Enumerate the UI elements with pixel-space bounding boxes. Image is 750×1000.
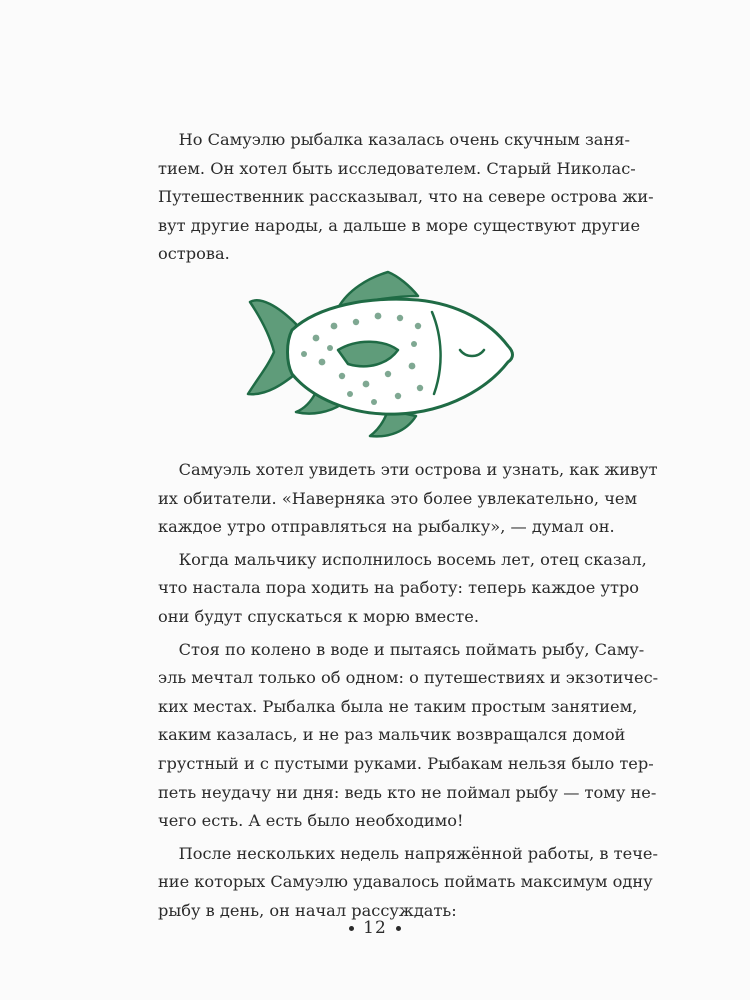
text-line: вут другие народы, а дальше в море существуют другие	[158, 215, 641, 235]
paragraph	[158, 546, 647, 632]
text-line: каким казалась, и не раз мальчик возвращался домой	[158, 725, 626, 745]
text-line: грустный и с пустыми руками. Рыбакам нельзя было тер-	[158, 753, 654, 773]
text-line: Когда мальчику исполнилось восемь лет, отец сказал,	[158, 549, 647, 569]
paragraph	[158, 636, 659, 836]
folio-dot-left	[349, 926, 354, 931]
text-line: Стоя по колено в воде и пытаясь поймать рыбу, Саму-	[158, 639, 645, 659]
text-block-bottom	[158, 456, 659, 926]
paragraph	[158, 126, 654, 269]
paragraph	[158, 456, 658, 542]
text-line: тием. Он хотел быть исследователем. Старый Николас-	[158, 158, 636, 178]
text-block-top	[158, 126, 654, 269]
text-line: Самуэль хотел увидеть эти острова и узнать, как живут	[158, 460, 658, 479]
paragraph	[158, 840, 658, 926]
text-line: петь неудачу ни дня: ведь кто не поймал рыбу — тому не-	[158, 782, 657, 802]
text-line: каждое утро отправляться на рыбалку», — думал он.	[158, 517, 615, 537]
text-line: После нескольких недель напряжённой работы, в тече-	[158, 843, 658, 863]
text-line: чего есть. А есть было необходимо!	[158, 811, 464, 831]
text-line: эль мечтал только об одном: о путешествиях и экзотичес-	[158, 668, 659, 688]
text-line: Путешественник рассказывал, что на севере острова жи-	[158, 187, 654, 207]
page-number-text: 12	[363, 918, 387, 938]
text-line: ких местах. Рыбалка была не таким простым занятием,	[158, 696, 638, 716]
text-line: Но Самуэлю рыбалка казалась очень скучным заня-	[158, 130, 630, 149]
text-line: рыбу в день, он начал рассуждать:	[158, 900, 457, 920]
text-line: ние которых Самуэлю удавалось поймать максимум одну	[158, 872, 653, 892]
text-line: острова.	[158, 244, 230, 264]
text-line: что настала пора ходить на работу: теперь каждое утро	[158, 578, 640, 598]
fish-illustration	[238, 266, 520, 446]
folio-dot-right	[396, 926, 401, 931]
text-line: их обитатели. «Наверняка это более увлекательно, чем	[158, 488, 638, 508]
page-number	[0, 918, 750, 938]
text-line: они будут спускаться к морю вместе.	[158, 606, 479, 626]
